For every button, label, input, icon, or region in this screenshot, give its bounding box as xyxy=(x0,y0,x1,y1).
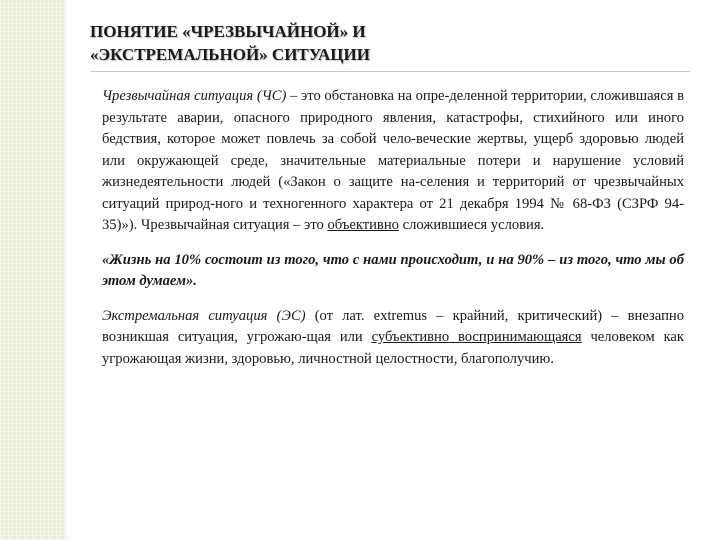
definition-emergency-text: – это обстановка на опре-деленной территории, сложившаяся в результате аварии, опасного природного явления, катастрофы, стихийного или иного бедствия, которое может повлечь за собой чело-веческие жертвы, ущерб здоровью людей или окружающей среде, значительные материальные потери и нарушение условий жизнедеятельности людей («Закон о защите на-селения и территорий от чрезвычайных ситуаций природ-ного и техногенного характера от 21 декабря 1994 № 68-ФЗ (СЗРФ 94-35)»). Чрезвычайная ситуация – это xyxy=(102,88,685,233)
quote: «Жизнь на 10% состоит из того, что с нами происходит, и на 90% – из того, что мы об этом думаем». xyxy=(102,251,684,289)
title-line-1: ПОНЯТИЕ «ЧРЕЗВЫЧАЙНОЙ» И xyxy=(90,22,366,41)
definition-emergency xyxy=(102,86,684,237)
term-extreme: Экстремальная ситуация (ЭС) xyxy=(102,307,306,324)
definition-extreme-tail: человеком как угрожающая жизни, здоровью, личностной целостности, благополучию. xyxy=(102,329,685,367)
definition-emergency-tail: сложившиеся условия. xyxy=(398,217,545,233)
slide-body xyxy=(102,86,684,383)
slide-title xyxy=(90,20,650,66)
title-divider xyxy=(90,71,690,72)
definition-extreme-text: (от лат. extremus – крайний, критический) – внезапно возникшая ситуация, угрожаю-щая или xyxy=(102,307,684,345)
definition-extreme xyxy=(102,306,684,371)
underlined-subjectively: субъективно воспринимающаяся xyxy=(371,329,582,345)
term-emergency: Чрезвычайная ситуация (ЧС) xyxy=(102,88,287,104)
decorative-left-band xyxy=(0,0,66,540)
title-line-2: «ЭКСТРЕМАЛЬНОЙ» СИТУАЦИИ xyxy=(90,45,370,64)
underlined-objectively: объективно xyxy=(327,217,399,233)
left-band-divider xyxy=(66,0,68,540)
